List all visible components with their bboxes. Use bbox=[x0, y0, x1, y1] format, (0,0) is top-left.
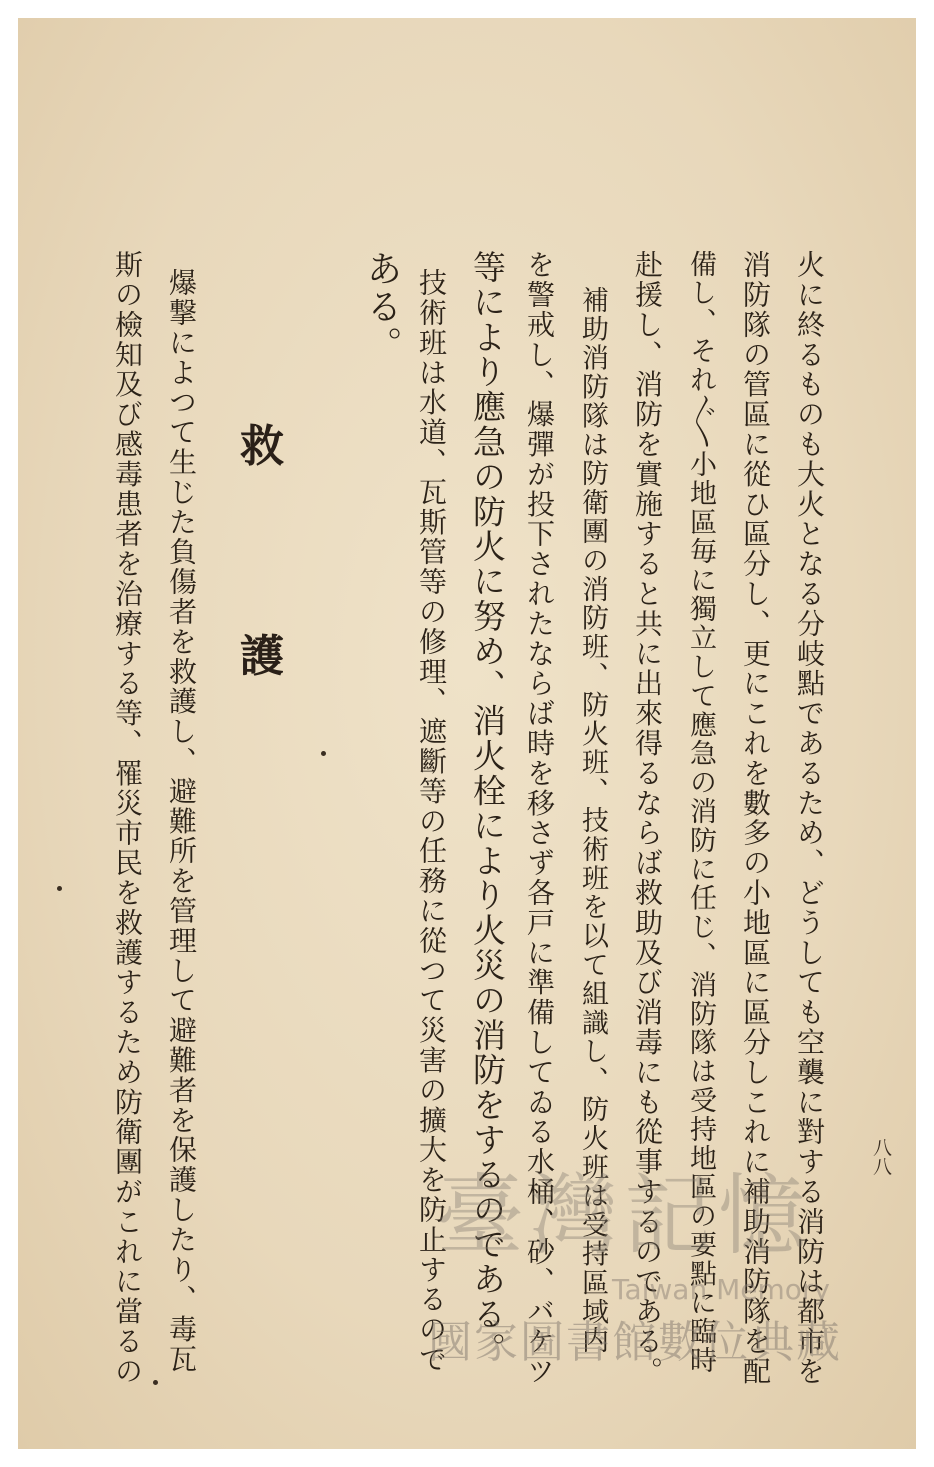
text-column-p2-1: 補助消防隊は防衛團の消防班、防火班、技術班を以て組識し、防火班は受持區域内 bbox=[577, 286, 608, 1356]
print-speck bbox=[57, 886, 62, 891]
text-column-p3-2: 斯の檢知及び感毒患者を治療する等、罹災市民を救護するため防衛團がこれに當るの bbox=[111, 250, 144, 1387]
watermark-logo: 臺灣記憶 bbox=[436, 1164, 813, 1267]
print-speck bbox=[321, 751, 326, 756]
print-speck bbox=[153, 1380, 158, 1385]
book-page bbox=[18, 18, 916, 1449]
text-column-p2-2: を警戒し、爆彈が投下されたならば時を移さず各戸に準備してゐる水桶、砂、バケツ bbox=[523, 250, 556, 1387]
text-column-p2-4: 技術班は水道、瓦斯管等の修理、遮斷等の任務に從つて災害の擴大を防止するので bbox=[415, 268, 448, 1375]
text-column-p2-5: ある。 bbox=[361, 250, 402, 364]
text-column-p1-4: 赴援し、消防を實施すると共に出來得るならば救助及び消毒にも從事するのである。 bbox=[631, 250, 664, 1387]
text-column-p1-3: 備し、それ〴〵小地區毎に獨立して應急の消防に任じ、消防隊は受持地區の要點に臨時 bbox=[685, 250, 716, 1376]
text-column-p3-1: 爆撃によつて生じた負傷者を救護し、避難所を管理して避難者を保護したり、毒瓦 bbox=[165, 268, 198, 1375]
text-column-p1-1: 火に終るものも大火となる分岐點であるため、どうしても空襲に對する消防は都市を bbox=[793, 250, 826, 1387]
section-heading-char-1: 救 bbox=[240, 421, 284, 472]
page-number: 八八 bbox=[870, 1138, 892, 1176]
watermark-subtitle: 國家圖書館數位典藏 bbox=[428, 1317, 842, 1368]
section-heading-char-2: 護 bbox=[240, 631, 284, 682]
text-column-p2-3: 等により應急の防火に努め、消火栓により火災の消防をするのである。 bbox=[468, 250, 507, 1367]
watermark-english: Taiwan Memory bbox=[612, 1273, 830, 1306]
section-heading bbox=[240, 410, 290, 710]
text-column-p1-2: 消防隊の管區に從ひ區分し、更にこれを數多の小地區に區分しこれに補助消防隊を配 bbox=[739, 250, 772, 1387]
